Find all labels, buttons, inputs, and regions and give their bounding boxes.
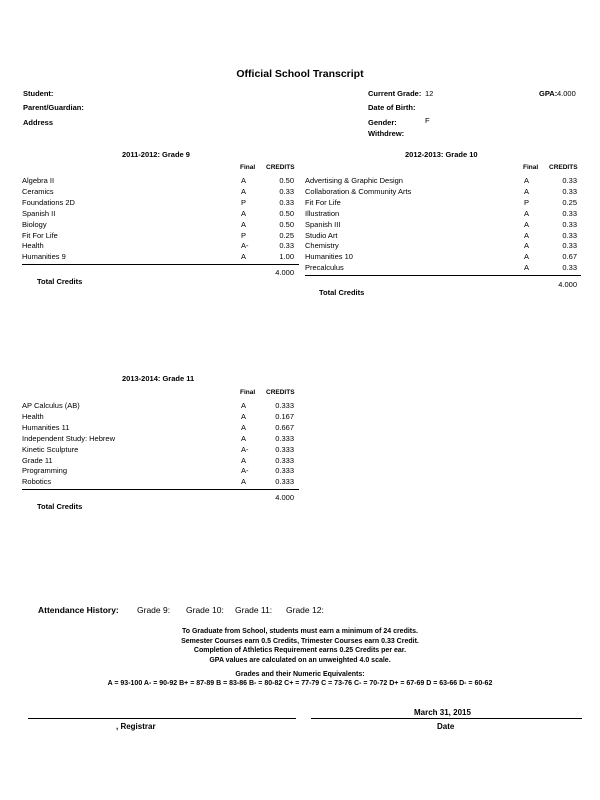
course-row [305, 263, 581, 274]
info-line: GPA values are calculated on an unweighted 4.0 scale. [209, 656, 391, 664]
course-row [305, 220, 581, 231]
course-name: Ceramics [22, 186, 54, 196]
date-signature-line [311, 718, 582, 719]
course-row [22, 423, 299, 434]
attendance-grade-12: Grade 12: [286, 605, 324, 615]
course-row [22, 456, 299, 467]
course-credits: 0.33 [562, 208, 577, 218]
course-name: Chemistry [305, 241, 339, 251]
course-credits: 0.50 [279, 176, 294, 185]
course-final-grade: A [241, 411, 247, 421]
course-row [305, 252, 581, 263]
course-name: Spanish II [22, 208, 56, 218]
course-credits: 0.33 [279, 197, 294, 207]
attendance-grade-9: Grade 9: [137, 605, 171, 615]
course-credits: 0.50 [279, 208, 294, 218]
course-credits: 0.333 [275, 466, 294, 476]
course-credits: 0.33 [279, 186, 294, 196]
registrar-label: , Registrar [116, 722, 156, 731]
year-title: 2013-2014: Grade 11 [122, 374, 195, 383]
course-name: AP Calculus (AB) [22, 401, 80, 410]
info-line: Completion of Athletics Requirement earns 0.25 Credits per ear. [193, 647, 407, 654]
course-final-grade: A- [241, 241, 249, 251]
total-credits-value: 4.000 [275, 493, 294, 502]
total-credits-label: Total Credits [319, 288, 365, 297]
course-final-grade: P [241, 230, 247, 240]
registrar-signature-line [28, 718, 296, 719]
course-row [305, 198, 581, 209]
course-name: Fit For Life [22, 230, 58, 240]
year-title: 2012-2013: Grade 10 [405, 150, 478, 159]
parent-guardian-label: Parent/Guardian: [23, 103, 84, 112]
course-name: Kinetic Sculpture [22, 444, 79, 454]
course-name: Illustration [305, 208, 340, 218]
course-row [22, 220, 299, 231]
course-credits: 0.333 [275, 477, 294, 487]
course-final-grade: A- [241, 444, 249, 454]
course-row [22, 412, 299, 423]
column-header-final: Final [240, 164, 256, 171]
course-final-grade: A [241, 422, 247, 432]
course-name: Spanish III [305, 219, 341, 229]
page-title: Official School Transcript [236, 68, 364, 80]
course-credits: 0.33 [562, 186, 577, 196]
date-of-birth-label: Date of Birth: [368, 103, 416, 112]
total-credits-value: 4.000 [275, 268, 294, 277]
course-name: Foundations 2D [22, 197, 75, 207]
course-row [22, 445, 299, 456]
course-final-grade: A [241, 176, 247, 185]
course-final-grade: A [241, 477, 247, 487]
year-title: 2011-2012: Grade 9 [122, 150, 190, 159]
course-row [22, 209, 299, 220]
total-rule [305, 275, 581, 276]
column-header-credits: CREDITS [266, 389, 295, 396]
course-row [305, 176, 581, 187]
course-name: Humanities 11 [22, 422, 70, 432]
course-final-grade: A [241, 433, 247, 443]
gender-value: F [425, 116, 430, 125]
column-header-final: Final [523, 164, 539, 171]
course-credits: 0.25 [562, 197, 577, 207]
course-final-grade: A [524, 176, 530, 185]
course-name: Humanities 10 [305, 252, 353, 262]
course-row [22, 252, 299, 263]
course-name: Health [22, 411, 44, 421]
course-final-grade: A [524, 230, 530, 240]
course-name: Fit For Life [305, 197, 341, 207]
attendance-label: Attendance History: [38, 605, 119, 615]
gpa-value: 4.000 [557, 89, 576, 98]
course-credits: 0.333 [275, 444, 294, 454]
course-final-grade: A [524, 186, 530, 196]
grades-title: Grades and their Numeric Equivalents: [235, 671, 365, 678]
course-row [22, 231, 299, 242]
current-grade-value: 12 [425, 89, 434, 98]
course-final-grade: A [241, 252, 247, 262]
course-final-grade: A [241, 208, 247, 218]
course-name: Humanities 9 [22, 252, 66, 262]
course-row [22, 477, 299, 488]
current-grade-label: Current Grade: [368, 89, 422, 98]
withdrew-label: Withdrew: [368, 129, 405, 138]
column-header-credits: CREDITS [266, 164, 295, 171]
course-row [305, 187, 581, 198]
course-credits: 1.00 [279, 252, 294, 262]
total-credits-value: 4.000 [558, 280, 577, 289]
course-row [305, 209, 581, 220]
course-name: Collaboration & Community Arts [305, 186, 412, 196]
course-name: Biology [22, 219, 47, 229]
course-credits: 0.667 [275, 422, 294, 432]
course-name: Algebra II [22, 176, 55, 185]
address-label: Address [23, 118, 54, 127]
course-name: Studio Art [305, 230, 338, 240]
course-final-grade: A [241, 401, 247, 410]
course-row [22, 241, 299, 252]
course-final-grade: A [524, 252, 530, 262]
course-credits: 0.33 [562, 241, 577, 251]
course-row [305, 231, 581, 242]
course-final-grade: A [524, 263, 530, 273]
course-credits: 0.25 [279, 230, 294, 240]
course-name: Grade 11 [22, 455, 53, 465]
total-rule [22, 264, 299, 265]
course-final-grade: P [524, 197, 530, 207]
course-name: Independent Study: Hebrew [22, 433, 115, 443]
course-row [305, 241, 581, 252]
course-final-grade: A [524, 241, 530, 251]
course-final-grade: A [241, 455, 247, 465]
course-name: Programming [22, 466, 68, 476]
course-row [22, 198, 299, 209]
course-row [22, 401, 299, 412]
course-name: Advertising & Graphic Design [305, 176, 403, 185]
course-credits: 0.33 [562, 176, 577, 185]
total-credits-label: Total Credits [37, 502, 83, 511]
course-row [22, 466, 299, 477]
course-name: Precalculus [305, 263, 344, 273]
date-label: Date [437, 722, 455, 731]
total-credits-label: Total Credits [37, 277, 83, 286]
course-credits: 0.33 [562, 263, 577, 273]
course-row [22, 176, 299, 187]
gpa-label: GPA: [539, 89, 558, 98]
course-credits: 0.333 [275, 401, 294, 410]
course-credits: 0.333 [275, 455, 294, 465]
attendance-grade-11: Grade 11: [235, 605, 273, 615]
course-name: Robotics [22, 477, 52, 487]
course-credits: 0.33 [562, 230, 577, 240]
column-header-final: Final [240, 389, 256, 396]
course-row [22, 434, 299, 445]
course-name: Health [22, 241, 44, 251]
course-final-grade: A [524, 208, 530, 218]
course-credits: 0.333 [275, 433, 294, 443]
gender-label: Gender: [368, 118, 397, 127]
column-header-credits: CREDITS [549, 164, 578, 171]
signature-date-value: March 31, 2015 [414, 708, 471, 717]
info-line: To Graduate from School, students must earn a minimum of 24 credits. [182, 628, 418, 635]
course-credits: 0.50 [279, 219, 294, 229]
info-line: Semester Courses earn 0.5 Credits, Trimester Courses earn 0.33 Credit. [181, 637, 419, 645]
student-label: Student: [23, 89, 54, 98]
course-credits: 0.33 [562, 219, 577, 229]
course-final-grade: A [241, 186, 247, 196]
course-row [22, 187, 299, 198]
graduation-info-block [0, 627, 600, 665]
course-final-grade: A [524, 219, 530, 229]
grades-scale: A = 93-100 A- = 90-92 B+ = 87-89 B = 83-86 B- = 80-82 C+ = 77-79 C = 73-76 C- = 70-72 D+ = 67-69 D = 63-66 D- = 60-62 [107, 680, 493, 687]
course-final-grade: P [241, 197, 247, 207]
course-credits: 0.33 [279, 241, 294, 251]
course-credits: 0.67 [562, 252, 577, 262]
course-final-grade: A- [241, 466, 249, 476]
total-rule [22, 489, 299, 490]
attendance-grade-10: Grade 10: [186, 605, 224, 615]
course-final-grade: A [241, 219, 247, 229]
course-credits: 0.167 [275, 411, 294, 421]
